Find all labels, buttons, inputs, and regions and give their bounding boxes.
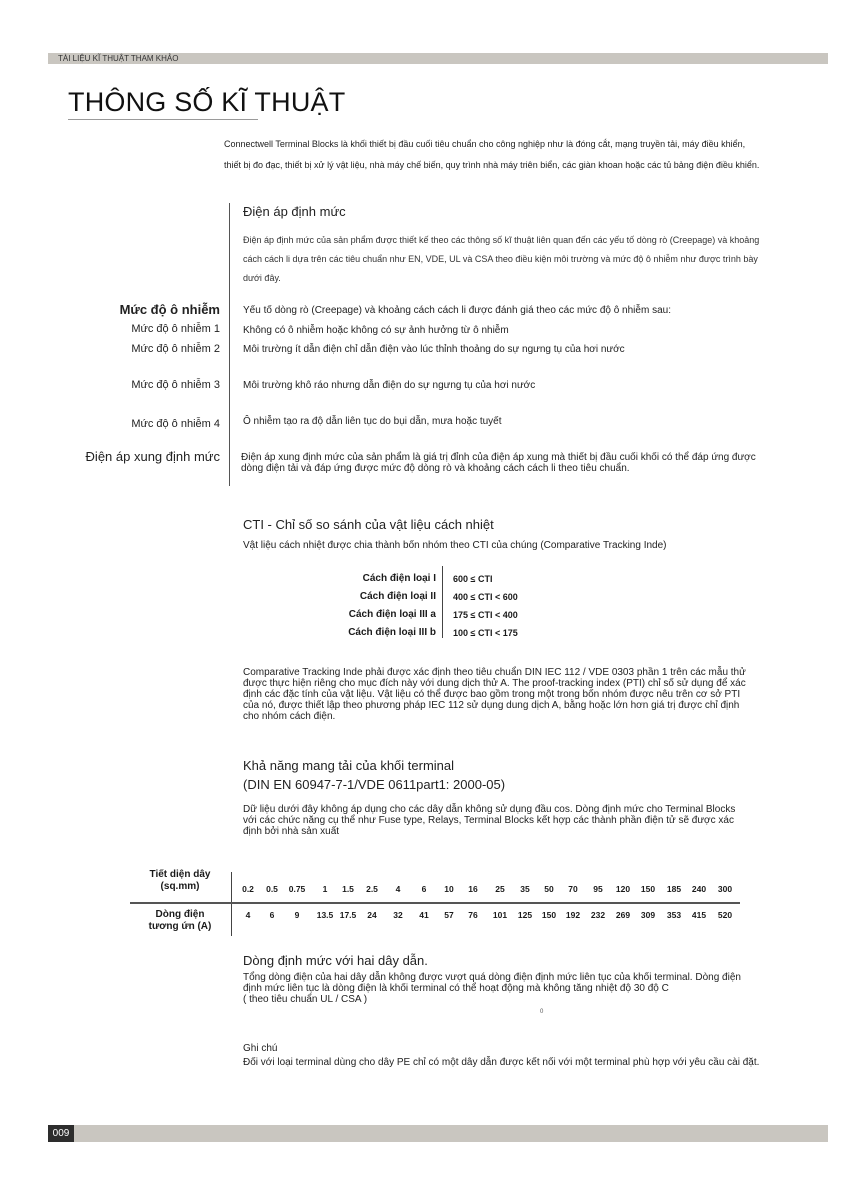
- pollution-level-2-text: Môi trường ít dẫn điện chỉ dẫn điện vào lúc thỉnh thoảng do sự ngưng tụ của hơi nước: [243, 344, 625, 355]
- table-cell-section: 95: [593, 884, 603, 894]
- table-cell-current: 4: [245, 910, 251, 920]
- table-row-rule: [130, 902, 740, 904]
- table-label-line: Tiết diện dây: [149, 869, 211, 880]
- cti-divider-bar: [442, 566, 443, 638]
- page-number: 009: [48, 1125, 74, 1142]
- rated-voltage-heading: Điện áp định mức: [243, 204, 346, 219]
- cti-class-name: Cách điện loại I: [362, 573, 436, 584]
- table-cell-current: 17.5: [339, 910, 357, 920]
- table-cell-current: 32: [393, 910, 403, 920]
- cti-class-name: Cách điện loại III a: [348, 609, 436, 620]
- paragraph-line: được thực hiện riêng cho mục đích này với dung dịch thử A. The proof-tracking index (PTI) chỉ số sử dụng để xác: [243, 678, 746, 689]
- table-cell-section: 50: [544, 884, 554, 894]
- page-title: THÔNG SỐ KĨ THUẬT: [68, 87, 346, 117]
- two-wire-paragraph: [243, 972, 741, 1005]
- table-cell-section: 1: [322, 884, 328, 894]
- table-cell-section: 0.2: [242, 884, 254, 894]
- section-divider-bar: [229, 203, 230, 486]
- table-cell-current: 415: [691, 910, 707, 920]
- top-header-band: [48, 53, 828, 64]
- table-section-label: [130, 869, 230, 893]
- pollution-level-4-text: Ô nhiễm tạo ra độ dẫn liên tục do bụi dẫn, mưa hoặc tuyết: [243, 416, 502, 427]
- note-text: Đối với loại terminal dùng cho dây PE chỉ có một dây dẫn được kết nối với một terminal phù hợp với yêu cầu cài đặt.: [243, 1057, 760, 1068]
- paragraph-line: cho nhóm cách điện.: [243, 711, 336, 722]
- bottom-footer-band: [48, 1125, 828, 1142]
- table-divider-bar: [231, 872, 232, 936]
- table-cell-section: 300: [717, 884, 733, 894]
- table-cell-current: 101: [492, 910, 508, 920]
- cti-paragraph: [243, 667, 746, 722]
- table-cell-section: 35: [520, 884, 530, 894]
- table-cell-current: 353: [666, 910, 682, 920]
- table-cell-current: 232: [590, 910, 606, 920]
- table-cell-current: 57: [444, 910, 454, 920]
- paragraph-line: định bởi nhà sản xuất: [243, 826, 340, 837]
- table-cell-section: 2.5: [366, 884, 378, 894]
- paragraph-line: ( theo tiêu chuẩn UL / CSA ): [243, 994, 368, 1005]
- table-cell-current: 192: [565, 910, 581, 920]
- table-cell-section: 70: [568, 884, 578, 894]
- paragraph-line: Tổng dòng điện của hai dây dẫn không được vượt quá dòng điện định mức liên tục của khối terminal. Dòng điện: [243, 972, 741, 983]
- cti-class-range: 100 ≤ CTI < 175: [453, 628, 518, 638]
- table-cell-section: 6: [421, 884, 427, 894]
- paragraph-line: Comparative Tracking Inde phải được xác định theo tiêu chuẩn DIN IEC 112 / VDE 0303 phần 1 trên các mẫu thử: [243, 667, 746, 678]
- table-cell-current: 24: [367, 910, 377, 920]
- pollution-level-3-text: Môi trường khô ráo nhưng dẫn điện do sự ngưng tụ của hơi nước: [243, 380, 536, 391]
- intro-line: Connectwell Terminal Blocks là khối thiết bị đầu cuối tiêu chuẩn cho công nghiệp như là đóng cắt, mạng truyền tải, máy điều khiển,: [224, 139, 746, 149]
- header-band-label: TÀI LIỆU KĨ THUẬT THAM KHẢO: [58, 54, 179, 63]
- table-cell-section: 150: [640, 884, 656, 894]
- table-cell-current: 13.5: [316, 910, 334, 920]
- table-cell-current: 9: [294, 910, 300, 920]
- cti-class-ranges: [453, 570, 518, 642]
- cti-intro: Vật liệu cách nhiệt được chia thành bốn nhóm theo CTI của chúng (Comparative Tracking Inde): [243, 540, 667, 551]
- title-underline: [68, 119, 258, 120]
- table-cell-section: 25: [495, 884, 505, 894]
- cti-class-names: [300, 570, 436, 642]
- impulse-voltage-text: [241, 452, 756, 474]
- cti-class-name: Cách điện loại III b: [348, 627, 436, 638]
- paragraph-line: dưới đây.: [243, 273, 281, 283]
- paragraph-line: Điện áp xung định mức của sản phẩm là giá trị đỉnh của điện áp xung mà thiết bị đầu cuối khối có thể đáp ứng được: [241, 452, 756, 463]
- paragraph-line: định mức liên tục là dòng điện là khối terminal có thể hoạt động mà không tăng nhiệt độ 30 độ C: [243, 983, 669, 994]
- pollution-intro: Yếu tố dòng rò (Creepage) và khoảng cách cách li được đánh giá theo các mức độ ô nhiễm sau:: [243, 305, 671, 316]
- table-cell-current: 520: [717, 910, 733, 920]
- table-cell-section: 1.5: [342, 884, 354, 894]
- table-cell-section: 240: [691, 884, 707, 894]
- paragraph-line: dòng điện tải và đáp ứng được mức độ dòng rò và khoảng cách cách li theo tiêu chuẩn.: [241, 463, 630, 474]
- table-cell-current: 41: [419, 910, 429, 920]
- pollution-level-1-text: Không có ô nhiễm hoặc không có sự ảnh hưởng từ ô nhiễm: [243, 325, 509, 336]
- table-label-line: (sq.mm): [160, 881, 200, 892]
- table-cell-section: 10: [444, 884, 454, 894]
- paragraph-line: Dữ liệu dưới đây không áp dụng cho các dây dẫn không sử dụng đầu cos. Dòng định mức cho Terminal Blocks: [243, 804, 736, 815]
- cti-class-range: 400 ≤ CTI < 600: [453, 592, 518, 602]
- paragraph-line: cách cách li dựa trên các tiêu chuẩn như EN, VDE, UL và CSA theo điều kiện môi trường và mức độ ô nhiễm như được trình bày: [243, 254, 758, 264]
- pollution-level-1-label: Mức độ ô nhiễm 1: [131, 323, 220, 335]
- stray-mark: 0: [540, 1009, 544, 1015]
- load-standard-heading: (DIN EN 60947-7-1/VDE 0611part1: 2000-05): [243, 777, 506, 792]
- table-cell-current: 76: [468, 910, 478, 920]
- rated-voltage-paragraph: [243, 231, 823, 288]
- paragraph-line: định các đặc tính của vật liệu. Vật liệu có thể được bao gồm trong một trong bốn nhóm được nêu trên cơ sở PTI: [243, 689, 741, 700]
- intro-line: thiết bị đo đạc, thiết bị xử lý vật liệu, nhà máy chế biến, quy trình nhà máy triên biển, các giàn khoan hoặc các tủ bảng điện điều khiển.: [224, 160, 760, 170]
- table-label-line: Dòng điện: [155, 909, 205, 920]
- load-heading: Khả năng mang tải của khối terminal: [243, 758, 455, 773]
- cti-class-range: 175 ≤ CTI < 400: [453, 610, 518, 620]
- pollution-level-4-label: Mức độ ô nhiễm 4: [131, 418, 220, 430]
- paragraph-line: với các chức năng cụ thể như Fuse type, Relays, Terminal Blocks kết hợp các thành phần điện tử sẽ được xác: [243, 815, 734, 826]
- pollution-label: Mức độ ô nhiễm: [119, 302, 220, 317]
- cti-class-name: Cách điện loại II: [359, 591, 436, 602]
- cti-class-range: 600 ≤ CTI: [453, 574, 493, 584]
- table-cell-section: 0.75: [288, 884, 306, 894]
- pollution-level-3-label: Mức độ ô nhiễm 3: [131, 379, 220, 391]
- impulse-voltage-label: Điện áp xung định mức: [85, 449, 220, 464]
- table-cell-current: 309: [640, 910, 656, 920]
- load-paragraph: [243, 804, 735, 837]
- table-cell-current: 125: [517, 910, 533, 920]
- paragraph-line: Điện áp định mức của sản phẩm được thiết kế theo các thông số kĩ thuật liên quan đến các yếu tố dòng rò (Creepage) và khoảng: [243, 235, 760, 245]
- table-cell-current: 269: [615, 910, 631, 920]
- table-cell-current: 6: [269, 910, 275, 920]
- cti-heading: CTI - Chỉ số so sánh của vật liệu cách nhiệt: [243, 517, 494, 532]
- intro-paragraph: [224, 134, 824, 176]
- note-label: Ghi chú: [243, 1043, 278, 1054]
- table-current-label: [130, 909, 230, 933]
- table-cell-current: 150: [541, 910, 557, 920]
- pollution-level-2-label: Mức độ ô nhiễm 2: [131, 343, 220, 355]
- paragraph-line: của nó, được thiết lập theo phương pháp IEC 112 sử dụng dung dịch A, bằng hoặc lớn hơn giá trị được chỉ định: [243, 700, 740, 711]
- table-cell-section: 185: [666, 884, 682, 894]
- table-cell-section: 16: [468, 884, 478, 894]
- table-cell-section: 120: [615, 884, 631, 894]
- table-cell-section: 0.5: [266, 884, 278, 894]
- table-label-line: tương ứn (A): [148, 921, 212, 932]
- table-cell-section: 4: [395, 884, 401, 894]
- two-wire-heading: Dòng định mức với hai dây dẫn.: [243, 953, 428, 968]
